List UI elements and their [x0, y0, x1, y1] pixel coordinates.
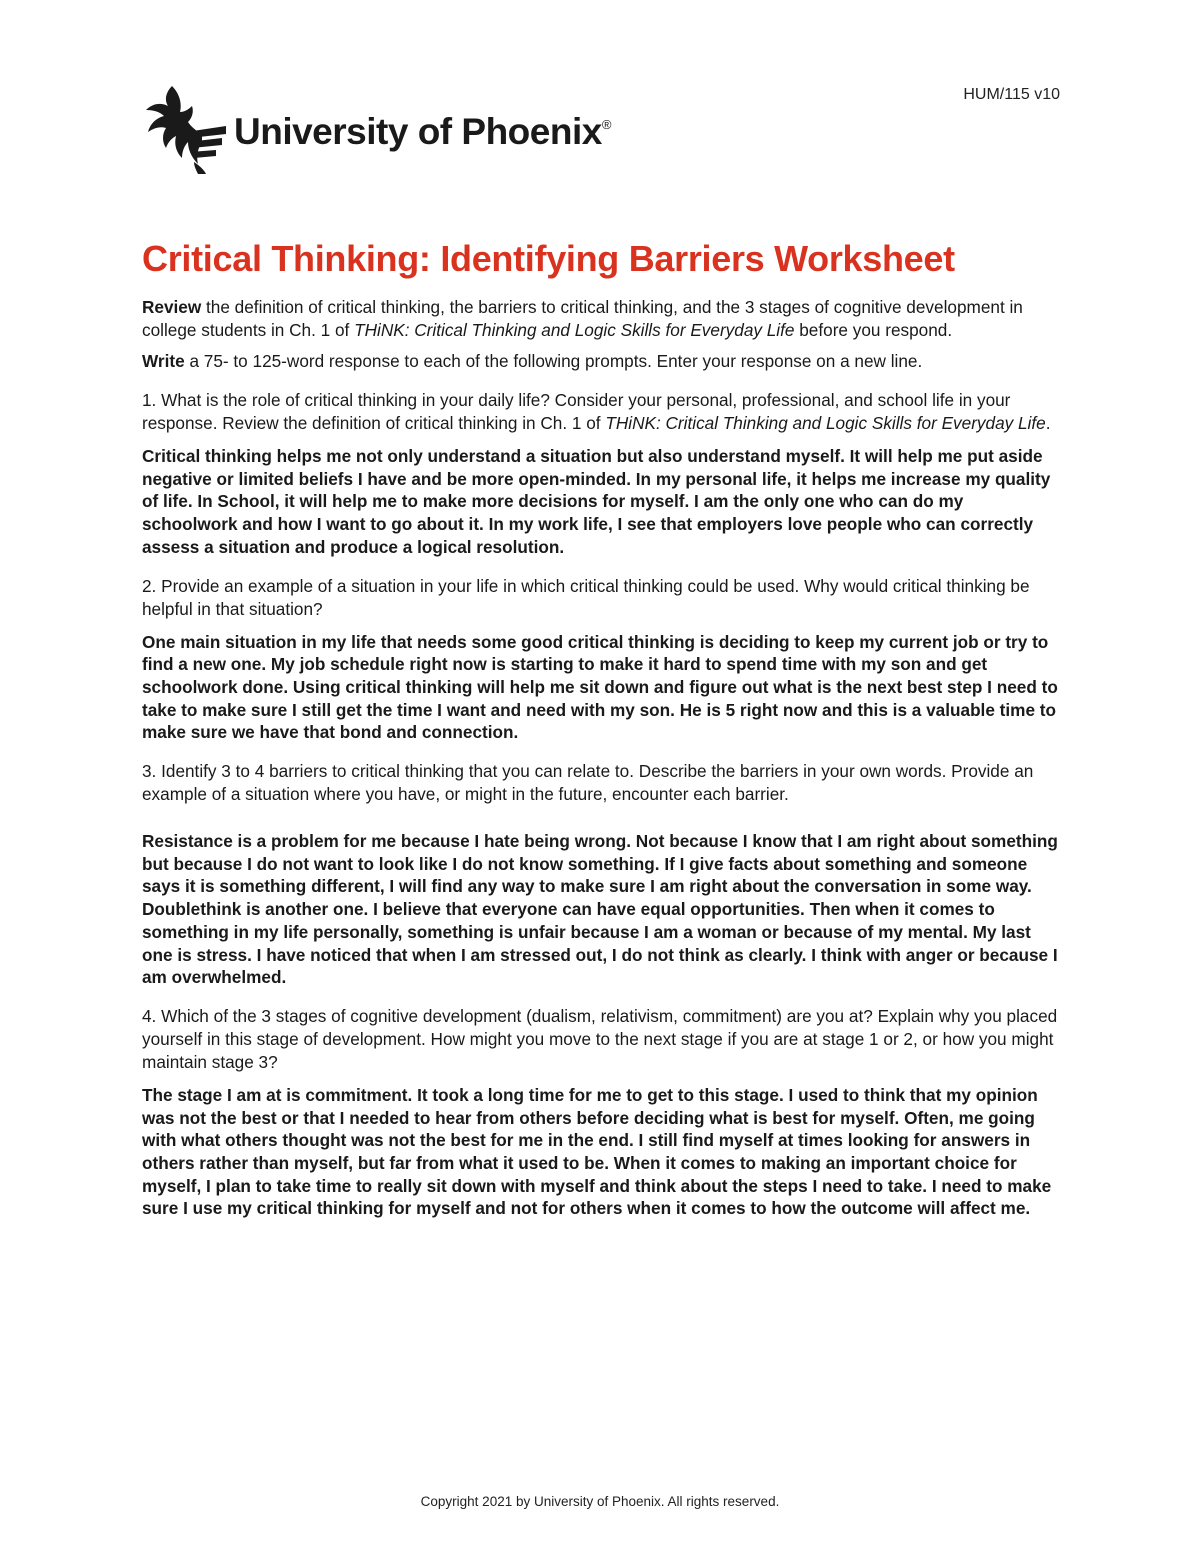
copyright-footer: Copyright 2021 by University of Phoenix. All rights reserved.: [420, 1494, 780, 1509]
course-code: HUM/115 v10: [963, 86, 1060, 103]
question-4-answer: The stage I am at is commitment. It took a long time for me to get to this stage. I used to think that my opinion was not the best or that I needed to hear from others before deciding what is best for myself. Often, me going with what others thought was not the best for me in the end. I still find myself at times looking for answers in others rather than myself, but far from what it used to be. When it comes to making an important choice for myself, I plan to take time to really sit down with myself and think about the steps I need to take. I need to make sure I use my critical thinking for myself and not for others when it comes to how the outcome will affect me.: [142, 1084, 1052, 1219]
phoenix-bird-icon: [142, 82, 228, 174]
question-4-prompt: 4. Which of the 3 stages of cognitive development (dualism, relativism, commitment) are you at? Explain why you placed yourself in this stage of development. How might you move to the next stage if you are at stage 1 or 2, or how you might maintain stage 3?: [142, 1005, 1058, 1072]
page-title: Critical Thinking: Identifying Barriers Worksheet: [142, 238, 955, 279]
question-3-answer: Resistance is a problem for me because I hate being wrong. Not because I know that I am right about something but because I do not want to look like I do not know something. If I give facts about something and someone says it is something different, I will find any way to make sure I am right about the conversation in some way. Doublethink is another one. I believe that everyone can have equal opportunities. Then when it comes to something in my life personally, something is unfair because I am a woman or because of my mental. My last one is stress. I have noticed that when I am stressed out, I do not think as clearly. I think with anger or because I am overwhelmed.: [142, 831, 1058, 988]
university-logo: [142, 82, 611, 174]
question-1-answer: Critical thinking helps me not only understand a situation but also understand myself. It will help me put aside negative or limited beliefs I have and be more open-minded. In my personal life, it helps me increase my quality of life. In School, it will help me to make more decisions for myself. I am the only one who can do my schoolwork and how I want to go about it. In my work life, I see that employers love people who can correctly assess a situation and produce a logical resolution.: [142, 446, 1051, 557]
write-instructions: Write a 75- to 125-word response to each of the following prompts. Enter your response on a new line.: [142, 351, 923, 371]
question-2-prompt: 2. Provide an example of a situation in your life in which critical thinking could be used. Why would critical thinking be helpful in that situation?: [142, 575, 1030, 619]
review-instructions: Review the definition of critical thinking, the barriers to critical thinking, and the 3 stages of cognitive development in college students in Ch. 1 of THiNK: Critical Thinking and Logic Skills for Everyday Life before you respond.: [142, 297, 1023, 340]
question-2-answer: One main situation in my life that needs some good critical thinking is deciding to keep my current job or try to find a new one. My job schedule right now is starting to make it hard to spend time with my son and get schoolwork done. Using critical thinking will help me sit down and figure out what is the next best step I need to take to make sure I still get the time I want and need with my son. He is 5 right now and this is a valuable time to make sure we have that bond and connection.: [142, 631, 1058, 743]
worksheet-content: [142, 238, 1062, 1220]
logo-wordmark: University of Phoenix®: [234, 111, 611, 152]
question-3-prompt: 3. Identify 3 to 4 barriers to critical thinking that you can relate to. Describe the barriers in your own words. Provide an example of a situation where you have, or might in the future, encounter each barrier.: [142, 761, 1034, 805]
question-1-prompt: 1. What is the role of critical thinking in your daily life? Consider your personal, professional, and school life in your response. Review the definition of critical thinking in Ch. 1 of THiNK: Critical Thinking and Logic Skills for Everyday Life.: [142, 390, 1051, 433]
